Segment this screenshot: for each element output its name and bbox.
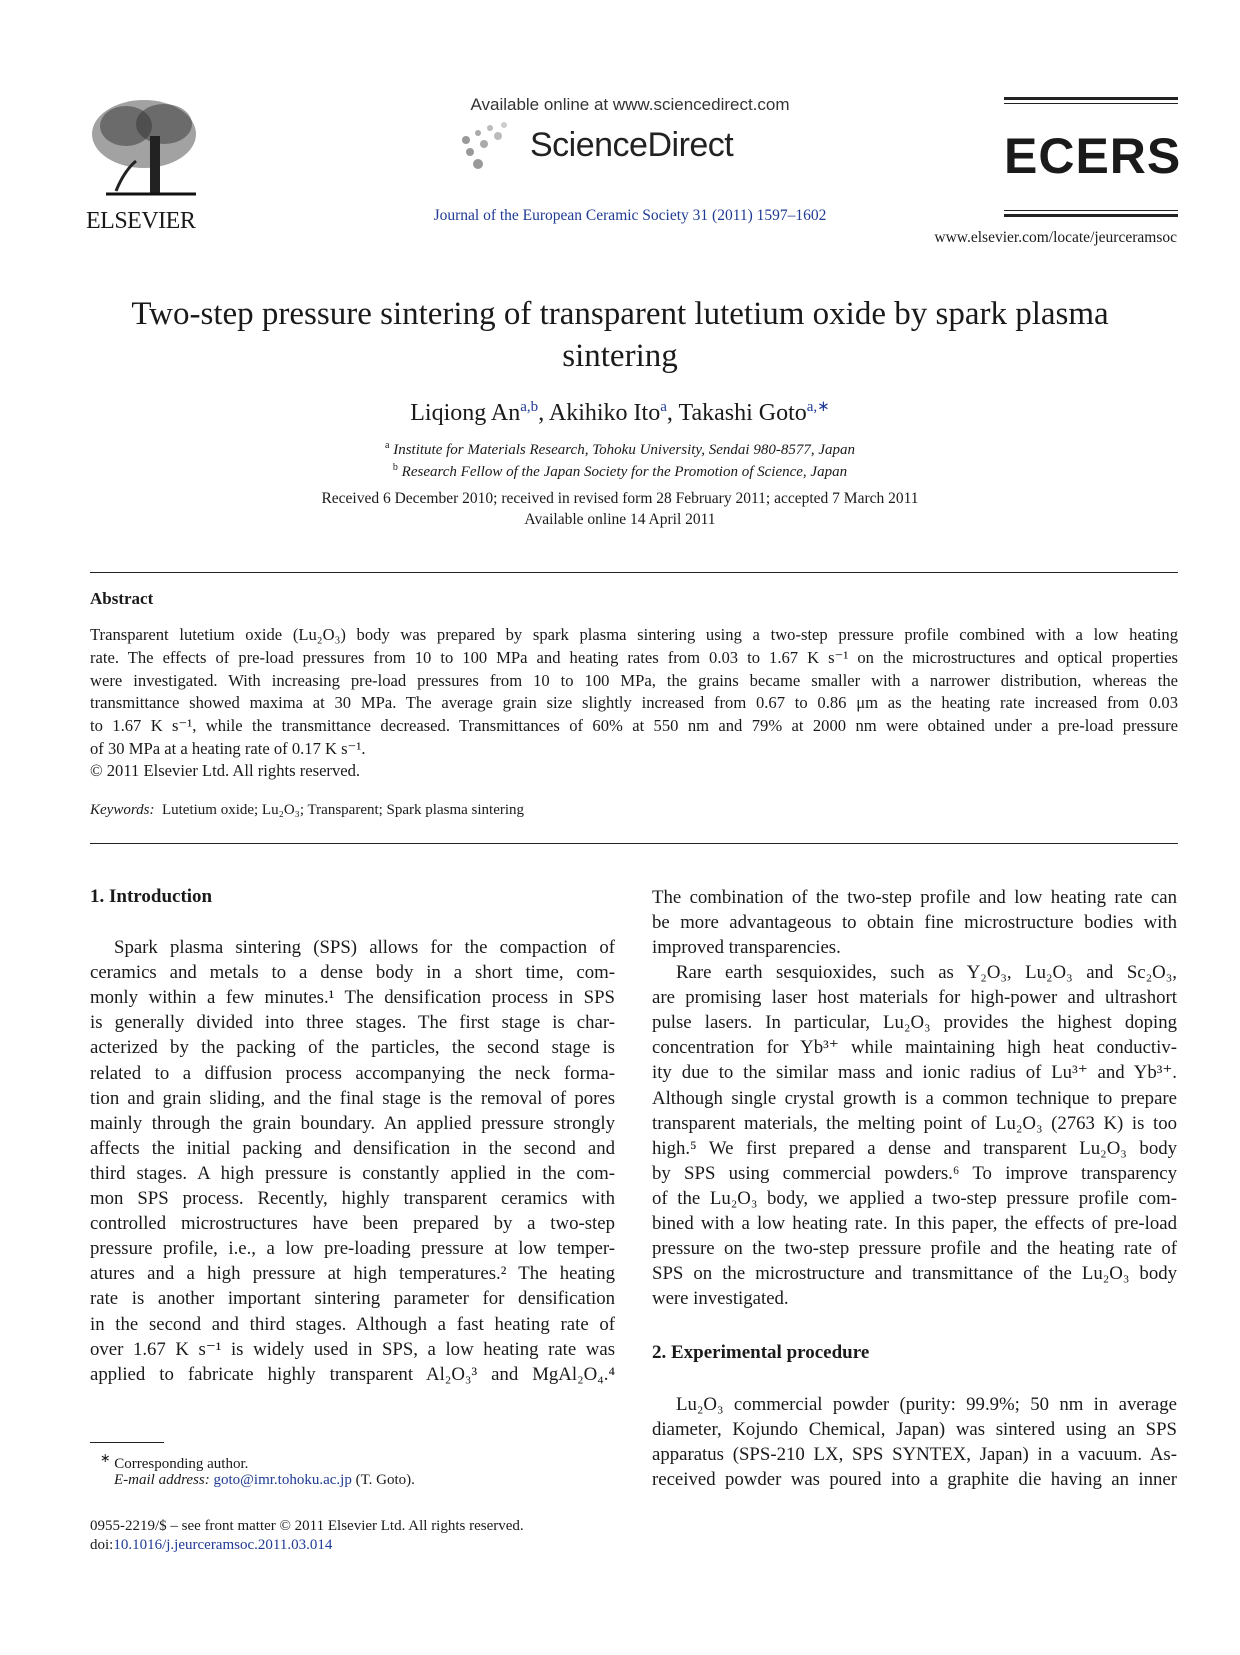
text-line: be more advantageous to obtain fine microstructure bodies with bbox=[652, 912, 1177, 934]
author-name: Takashi Goto bbox=[678, 400, 807, 426]
text-line: improved transparencies. bbox=[652, 937, 841, 959]
text-line: Transparent lutetium oxide (Lu₂O₃) body was prepared by spark plasma sintering using a two-step pressure profile combined with a low heating bbox=[90, 625, 1178, 644]
article-title-line1: Two-step pressure sintering of transparent lutetium oxide by spark plasma bbox=[131, 296, 1109, 332]
doi bbox=[90, 1537, 332, 1554]
author-separator: , bbox=[538, 400, 549, 426]
journal-url-link[interactable]: www.elsevier.com/locate/jeurceramsoc bbox=[934, 229, 1177, 246]
available-online-date: Available online 14 April 2011 bbox=[524, 511, 716, 528]
front-matter-text: 0955-2219/$ – see front matter © 2011 Elsevier Ltd. All rights reserved. bbox=[90, 1518, 524, 1534]
keywords bbox=[90, 802, 524, 819]
elsevier-tree-icon bbox=[86, 96, 206, 201]
sciencedirect-dots-icon bbox=[460, 122, 526, 172]
text-line: transparent materials, the melting point of Lu₂O₃ (2763 K) is too bbox=[652, 1112, 1177, 1134]
text-line: rate is another important sintering parameter for densification bbox=[90, 1288, 615, 1310]
affiliation-a bbox=[60, 440, 1180, 459]
text-line: related to a diffusion process accompanying the neck forma- bbox=[90, 1062, 615, 1084]
author-affiliation-mark[interactable]: a,b bbox=[520, 399, 539, 415]
affiliation-mark: a bbox=[385, 440, 390, 451]
text-line: controlled microstructures have been prepared by a two-step bbox=[90, 1213, 615, 1235]
text-line: over 1.67 K s⁻¹ is widely used in SPS, a low heating rate was bbox=[90, 1338, 615, 1360]
text-line: pulse lasers. In particular, Lu₂O₃ provides the highest doping bbox=[652, 1012, 1177, 1034]
text-line: SPS on the microstructure and transmittance of the Lu₂O₃ body bbox=[652, 1263, 1177, 1285]
text-line: atures and a high pressure at high temperatures.² The heating bbox=[90, 1263, 615, 1285]
text-line: Lu₂O₃ commercial powder (purity: 99.9%; 50 nm in average bbox=[676, 1394, 1177, 1415]
text-line: tion and grain sliding, and the final stage is the removal of pores bbox=[90, 1087, 615, 1109]
header-rule-top bbox=[1004, 97, 1178, 100]
text-line: ity due to the similar mass and ionic radius of Lu³⁺ and Yb³⁺. bbox=[652, 1062, 1177, 1084]
text-line: of 30 MPa at a heating rate of 0.17 K s⁻¹. bbox=[90, 739, 366, 758]
affiliation-text: Institute for Materials Research, Tohoku University, Sendai 980-8577, Japan bbox=[393, 442, 855, 458]
sciencedirect-logo bbox=[460, 122, 760, 172]
keywords-label: Keywords: bbox=[90, 802, 155, 818]
text-line: to 1.67 K s⁻¹, while the transmittance decreased. Transmittances of 60% at 550 nm and 79% at 2000 nm were obtained under a pre-load pressure bbox=[90, 716, 1178, 736]
text-line: were investigated. bbox=[652, 1288, 789, 1310]
ecers-logo: ECERS bbox=[1004, 128, 1182, 184]
author-name: Akihiko Ito bbox=[548, 400, 661, 426]
text-line: pressure profile, i.e., a low pre-loading pressure at low temper- bbox=[90, 1238, 615, 1260]
available-online-text: Available online at www.sciencedirect.com bbox=[470, 95, 790, 114]
text-line: high.⁵ We first prepared a dense and transparent Lu₂O₃ body bbox=[652, 1137, 1177, 1159]
keywords-list: Lutetium oxide; Lu₂O₃; Transparent; Spark plasma sintering bbox=[161, 802, 525, 818]
text-line: apparatus (SPS-210 LX, SPS SYNTEX, Japan) in a vacuum. As- bbox=[652, 1444, 1177, 1466]
affiliation-text: Research Fellow of the Japan Society for the Promotion of Science, Japan bbox=[401, 464, 848, 480]
text-line: Although single crystal growth is a common technique to prepare bbox=[652, 1087, 1177, 1109]
email-link[interactable]: goto@imr.tohoku.ac.jp bbox=[213, 1472, 352, 1488]
article-title-line2: sintering bbox=[562, 338, 678, 374]
text-line: were investigated. With increasing pre-load pressures from 10 to 100 MPa, the grains became smaller with a narrower distribution, whereas the bbox=[90, 670, 1178, 690]
text-line: affects the initial packing and densification in the second and bbox=[90, 1137, 615, 1159]
text-line: transmittance showed maxima at 30 MPa. The average grain size slightly increased from 0.67 to 0.86 μm as the heating rate increased from 0.03 bbox=[90, 693, 1178, 713]
text-line: monly within a few minutes.¹ The densification process in SPS bbox=[90, 987, 615, 1009]
section-heading-introduction: 1. Introduction bbox=[90, 886, 213, 907]
author-separator: , bbox=[666, 400, 679, 426]
elsevier-wordmark: ELSEVIER bbox=[86, 208, 196, 234]
header-rule-bottom bbox=[1004, 214, 1178, 217]
footnote-email bbox=[114, 1472, 415, 1489]
text-line: rate. The effects of pre-load pressures from 10 to 100 MPa and heating rates from 0.03 to 1.67 K s⁻¹ on the microstructures and optical properties bbox=[90, 647, 1178, 667]
text-line: The combination of the two-step profile and low heating rate can bbox=[652, 887, 1177, 908]
text-line: Spark plasma sintering (SPS) allows for the compaction of bbox=[114, 937, 615, 958]
author-name: Liqiong An bbox=[410, 400, 521, 426]
text-line: diameter, Kojundo Chemical, Japan) was sintered using an SPS bbox=[652, 1419, 1177, 1441]
section-heading-experimental: 2. Experimental procedure bbox=[652, 1342, 870, 1363]
text-line: acterized by the packing of the particles, the second stage is bbox=[90, 1037, 615, 1059]
abstract-heading: Abstract bbox=[90, 589, 154, 608]
email-label: E-mail address: bbox=[114, 1472, 210, 1488]
author-affiliation-mark[interactable]: a bbox=[660, 399, 667, 415]
header-rule-top-thin bbox=[1004, 103, 1178, 104]
text-line: pressure on the two-step pressure profile and the heating rate of bbox=[652, 1238, 1177, 1260]
email-owner: (T. Goto). bbox=[355, 1472, 415, 1488]
doi-link[interactable]: 10.1016/j.jeurceramsoc.2011.03.014 bbox=[113, 1537, 333, 1553]
affiliation-mark: b bbox=[392, 462, 398, 473]
text-line: applied to fabricate highly transparent Al₂O₃³ and MgAl₂O₄.⁴ bbox=[90, 1363, 615, 1385]
text-line: is generally divided into three stages. The first stage is char- bbox=[90, 1012, 615, 1034]
abstract-copyright: © 2011 Elsevier Ltd. All rights reserved. bbox=[90, 761, 361, 780]
text-line: mon SPS process. Recently, highly transparent ceramics with bbox=[90, 1188, 615, 1209]
text-line: by SPS using commercial powders.⁶ To improve transparency bbox=[652, 1162, 1177, 1184]
text-line: bined with a low heating rate. In this paper, the effects of pre-load bbox=[652, 1213, 1177, 1234]
header-rule-bottom-thin bbox=[1004, 210, 1178, 211]
text-line: mainly through the grain boundary. An applied pressure strongly bbox=[90, 1112, 615, 1134]
doi-label: doi: bbox=[90, 1537, 114, 1553]
text-line: third stages. A high pressure is constantly applied in the com- bbox=[90, 1162, 615, 1184]
author-list bbox=[60, 397, 1180, 427]
text-line: ceramics and metals to a dense body in a short time, com- bbox=[90, 962, 615, 984]
journal-citation-link[interactable]: Journal of the European Ceramic Society 31 (2011) 1597–1602 bbox=[433, 207, 827, 224]
text-line: are promising laser host materials for high-power and ultrashort bbox=[652, 987, 1177, 1009]
text-line: of the Lu₂O₃ body, we applied a two-step pressure profile com- bbox=[652, 1187, 1177, 1209]
affiliation-b bbox=[60, 462, 1180, 481]
elsevier-logo bbox=[86, 96, 206, 234]
sciencedirect-wordmark: ScienceDirect bbox=[530, 126, 734, 164]
received-dates: Received 6 December 2010; received in revised form 28 February 2011; accepted 7 March 2011 bbox=[321, 490, 919, 507]
footnote-mark: ∗ bbox=[100, 1451, 111, 1465]
author-affiliation-mark[interactable]: a,∗ bbox=[806, 399, 830, 415]
footnote-rule bbox=[90, 1442, 164, 1443]
text-line: received powder was poured into a graphite die having an inner bbox=[652, 1469, 1177, 1491]
text-line: concentration for Yb³⁺ while maintaining high heat conductiv- bbox=[652, 1037, 1177, 1059]
abstract-top-rule bbox=[90, 572, 1178, 573]
text-line: Rare earth sesquioxides, such as Y₂O₃, Lu₂O₃ and Sc₂O₃, bbox=[676, 962, 1177, 983]
footnote-text: Corresponding author. bbox=[114, 1456, 249, 1472]
text-line: in the second and third stages. Although a fast heating rate of bbox=[90, 1313, 615, 1335]
abstract-bottom-rule bbox=[90, 843, 1178, 844]
footnote-corresponding bbox=[100, 1450, 248, 1473]
